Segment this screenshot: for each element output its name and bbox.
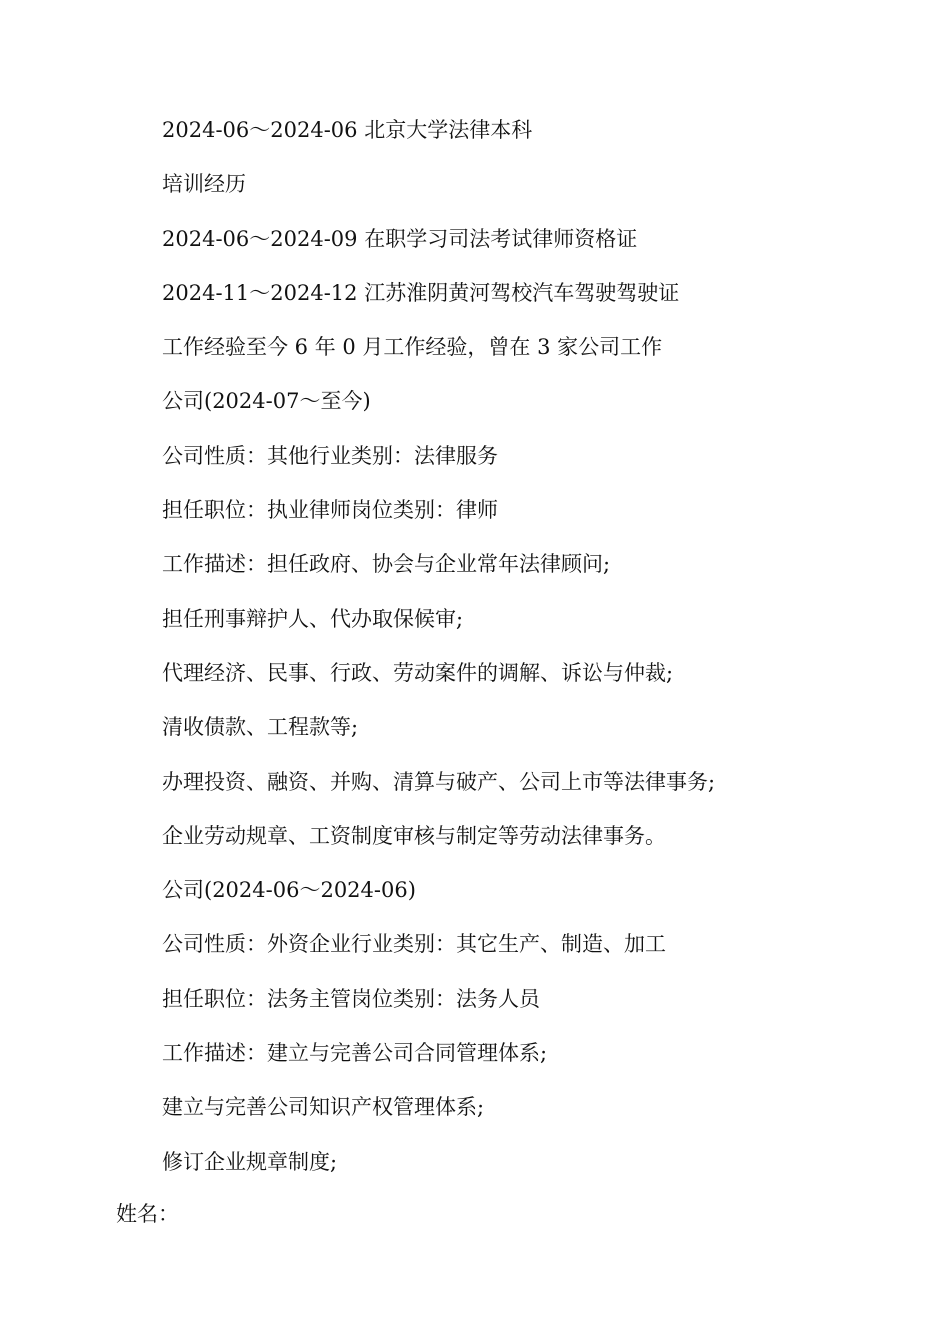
company-1-nature: 公司性质：其他行业类别：法律服务 — [162, 443, 498, 468]
company-1-description: 工作描述：担任政府、协会与企业常年法律顾问; — [162, 552, 611, 577]
company-2-duty-1: 建立与完善公司知识产权管理体系; — [162, 1095, 485, 1120]
company-2-nature: 公司性质：外资企业行业类别：其它生产、制造、加工 — [162, 932, 666, 957]
company-1-heading: 公司(2024-07～至今) — [162, 389, 371, 414]
company-1-duty-3: 清收债款、工程款等; — [162, 715, 359, 740]
company-2-position: 担任职位：法务主管岗位类别：法务人员 — [162, 986, 540, 1011]
education-line: 2024-06～2024-06 北京大学法律本科 — [162, 118, 533, 142]
company-1-duty-1: 担任刑事辩护人、代办取保候审; — [162, 606, 464, 631]
training-heading: 培训经历 — [162, 172, 246, 197]
company-1-duty-2: 代理经济、民事、行政、劳动案件的调解、诉讼与仲裁; — [162, 660, 674, 685]
company-1-duty-5: 企业劳动规章、工资制度审核与制定等劳动法律事务。 — [162, 823, 666, 848]
company-2-heading: 公司(2024-06～2024-06) — [162, 878, 416, 903]
resume-body — [162, 112, 922, 1198]
training-line-2: 2024-11～2024-12 江苏淮阴黄河驾校汽车驾驶驾驶证 — [162, 280, 680, 305]
company-2-duty-2: 修订企业规章制度; — [162, 1149, 338, 1174]
experience-summary: 工作经验至今 6 年 0 月工作经验，曾在 3 家公司工作 — [162, 335, 663, 360]
training-line-1: 2024-06～2024-09 在职学习司法考试律师资格证 — [162, 226, 638, 251]
company-1-duty-4: 办理投资、融资、并购、清算与破产、公司上市等法律事务; — [162, 769, 716, 794]
company-1-position: 担任职位：执业律师岗位类别：律师 — [162, 498, 498, 523]
name-label: 姓名： — [116, 1202, 179, 1226]
company-2-description: 工作描述：建立与完善公司合同管理体系; — [162, 1041, 548, 1066]
